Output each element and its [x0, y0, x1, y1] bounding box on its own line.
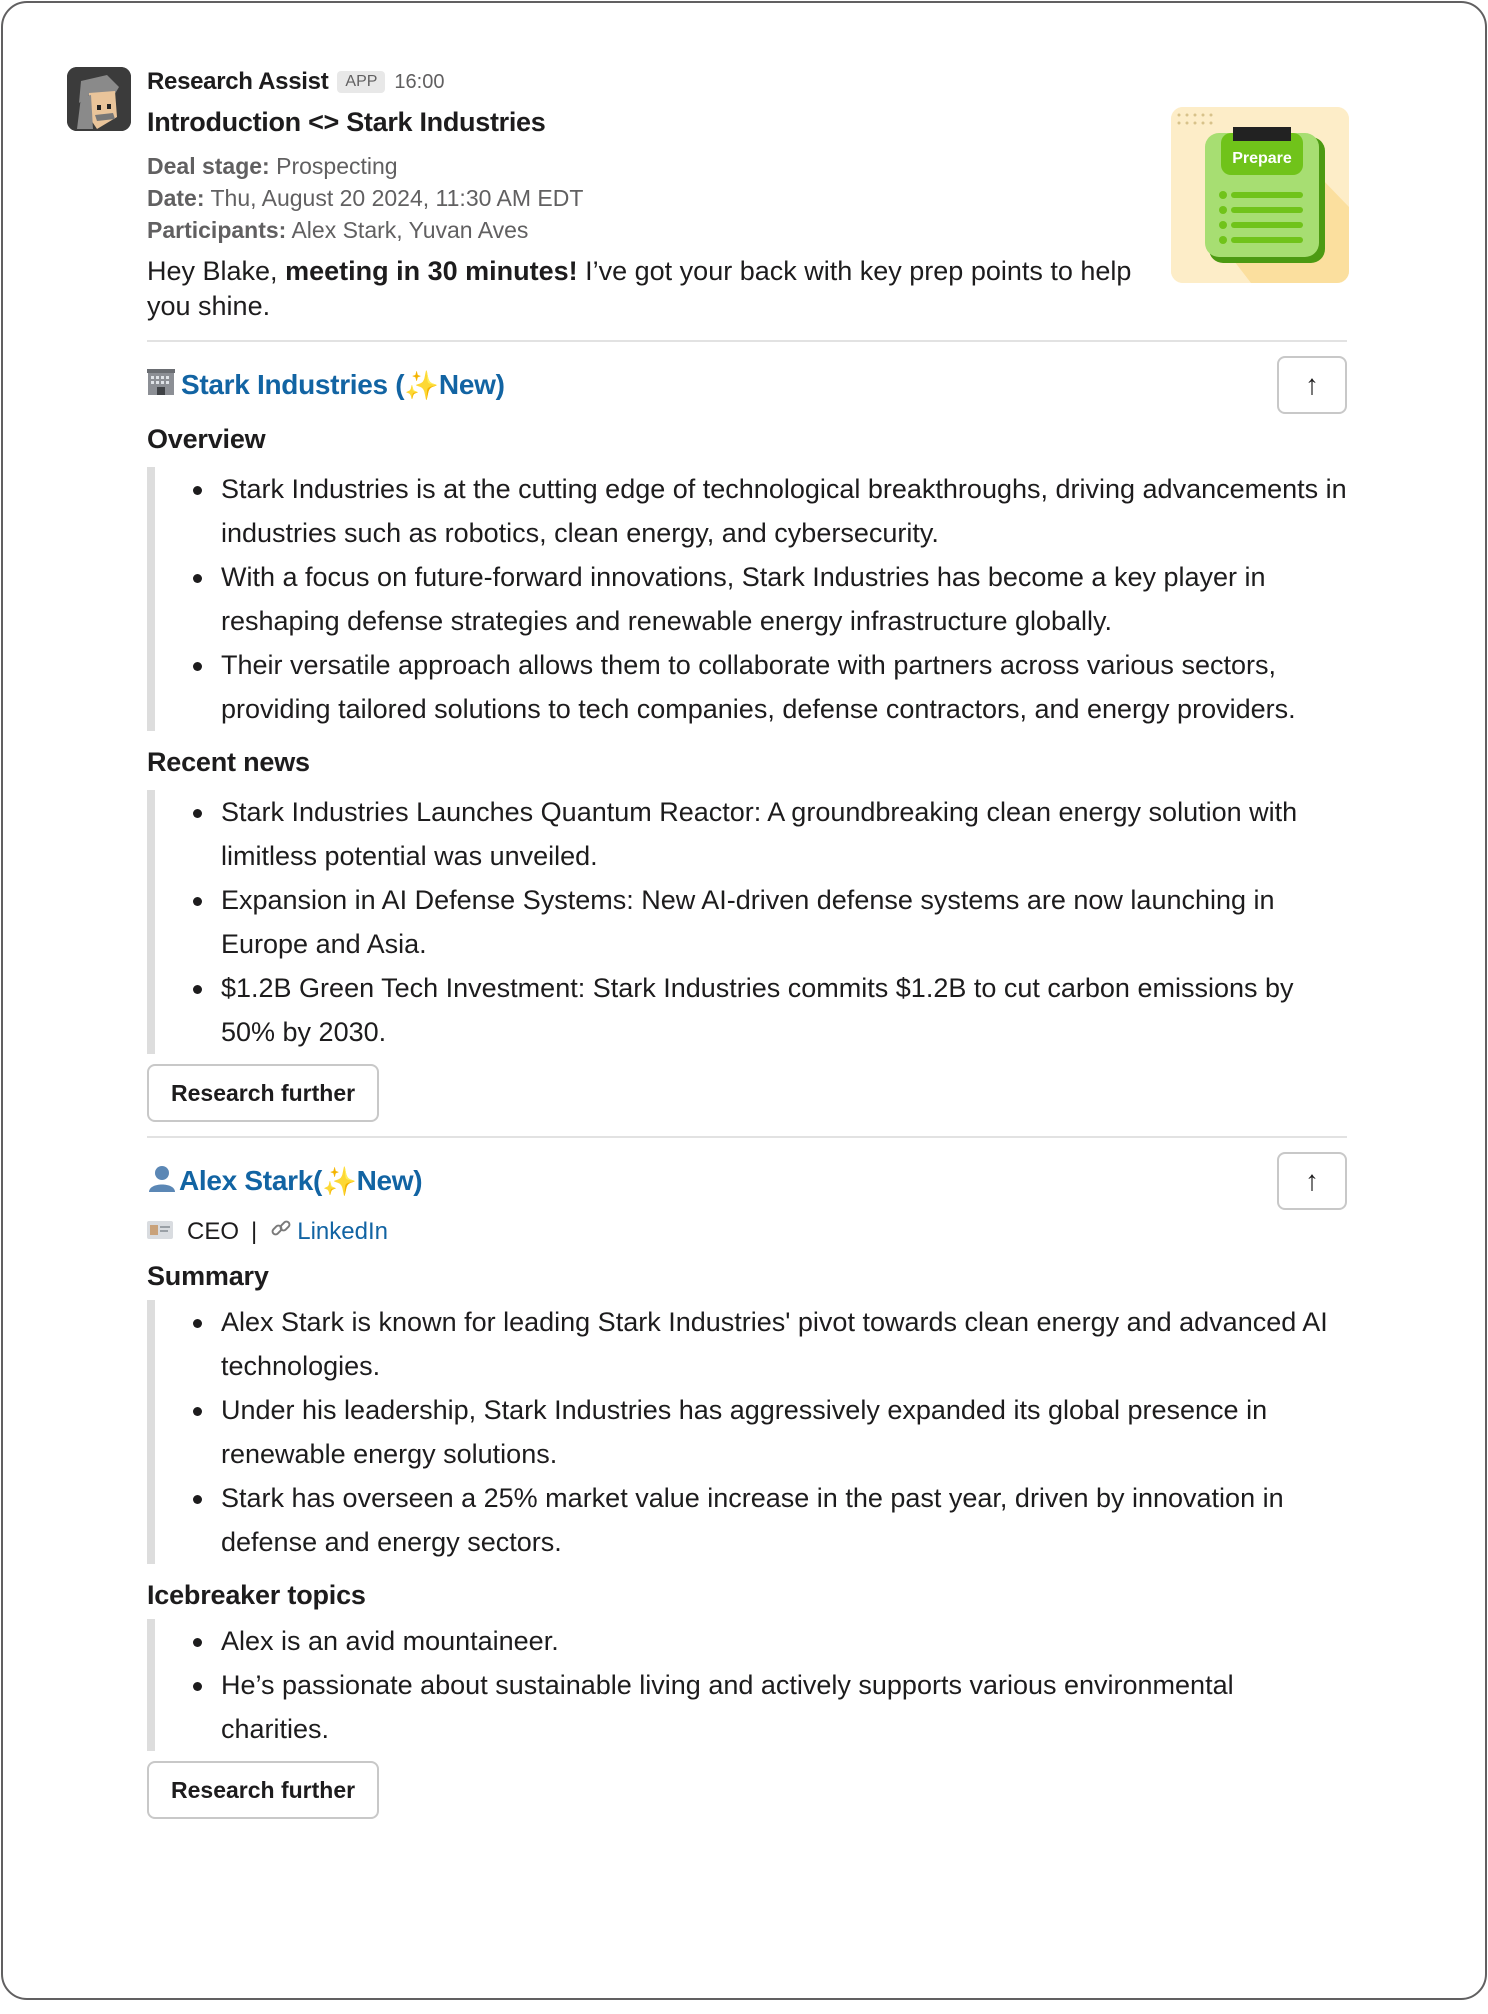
sparkles-icon: ✨ — [322, 1165, 357, 1197]
deal-stage — [147, 150, 1347, 182]
meeting-date — [147, 182, 1347, 214]
bot-avatar[interactable] — [67, 67, 131, 131]
participants-value: Alex Stark, Yuvan Aves — [286, 217, 529, 243]
research-further-button[interactable]: Research further — [147, 1064, 379, 1122]
meeting-meta — [147, 150, 1347, 246]
greeting-prefix: Hey Blake, — [147, 256, 286, 286]
sender-name[interactable]: Research Assist — [147, 68, 329, 95]
summary-list — [187, 1300, 1347, 1564]
sparkles-icon: ✨ — [404, 369, 439, 401]
id-card-icon — [147, 1218, 173, 1246]
greeting-text — [147, 254, 1147, 324]
message-content — [147, 67, 1347, 1819]
app-badge: APP — [337, 71, 385, 93]
summary-quote — [147, 1300, 1347, 1564]
person-role: CEO — [187, 1217, 240, 1245]
icebreaker-list — [187, 1619, 1347, 1751]
linkedin-link[interactable]: LinkedIn — [297, 1217, 388, 1245]
scroll-up-button[interactable] — [1277, 1152, 1347, 1210]
greeting-emphasis: meeting in 30 minutes! — [285, 256, 578, 286]
icebreaker-quote — [147, 1619, 1347, 1751]
news-quote — [147, 790, 1347, 1054]
summary-heading: Summary — [147, 1261, 269, 1291]
list-item: Stark has overseen a 25% market value increase in the past year, driven by innovation in defense and energy sectors. — [187, 1476, 1347, 1564]
list-item: He’s passionate about sustainable living and actively supports various environmental charities. — [187, 1663, 1347, 1751]
participants-label: Participants: — [147, 217, 287, 243]
list-item: Under his leadership, Stark Industries has aggressively expanded its global presence in renewable energy solutions. — [187, 1388, 1347, 1476]
arrow-up-icon: ↑ — [1305, 1165, 1319, 1196]
company-name: Stark Industries ( — [181, 369, 405, 400]
person-new-label: New) — [356, 1165, 423, 1196]
list-item: Their versatile approach allows them to collaborate with partners across various sectors, providing tailored solutions to tech companies, defense contractors, and energy providers. — [187, 643, 1347, 731]
recent-news-heading: Recent news — [147, 747, 310, 777]
list-item: Alex Stark is known for leading Stark Industries' pivot towards clean energy and advanced AI technologies. — [187, 1300, 1347, 1388]
message-card — [1, 1, 1487, 2000]
list-item: Stark Industries Launches Quantum Reactor: A groundbreaking clean energy solution with limitless potential was unveiled. — [187, 790, 1347, 878]
list-item: $1.2B Green Tech Investment: Stark Industries commits $1.2B to cut carbon emissions by 50% by 2030. — [187, 966, 1347, 1054]
overview-list — [187, 467, 1347, 731]
company-header — [147, 356, 1347, 414]
person-link[interactable] — [147, 1164, 422, 1199]
clipboard-icon — [1171, 107, 1349, 283]
overview-quote — [147, 467, 1347, 731]
list-item: With a focus on future-forward innovations, Stark Industries has become a key player in reshaping defense strategies and renewable energy infrastructure globally. — [187, 555, 1347, 643]
avatar-portrait-icon — [67, 67, 131, 131]
greeting-suffix: I’ve got your back with key prep points to help you shine. — [147, 256, 1132, 321]
company-link[interactable] — [147, 369, 505, 402]
news-list — [187, 790, 1347, 1054]
role-line — [147, 1216, 1347, 1247]
research-further-button[interactable]: Research further — [147, 1761, 379, 1819]
list-item: Alex is an avid mountaineer. — [187, 1619, 1347, 1663]
list-item: Stark Industries is at the cutting edge of technological breakthroughs, driving advancements in industries such as robotics, clean energy, and cybersecurity. — [187, 467, 1347, 555]
scroll-up-button[interactable] — [1277, 356, 1347, 414]
deal-stage-value: Prospecting — [269, 153, 398, 179]
meeting-title: Introduction <> Stark Industries — [147, 107, 546, 137]
section-divider — [147, 340, 1347, 342]
prepare-thumbnail[interactable] — [1171, 107, 1349, 283]
person-silhouette-icon — [147, 1164, 177, 1199]
arrow-up-icon: ↑ — [1305, 369, 1319, 400]
icebreaker-heading: Icebreaker topics — [147, 1580, 366, 1610]
section-divider — [147, 1136, 1347, 1138]
message-header — [147, 67, 1347, 97]
link-icon — [269, 1216, 293, 1247]
person-name: Alex Stark( — [179, 1165, 322, 1196]
date-label: Date: — [147, 185, 205, 211]
company-new-label: New) — [438, 369, 505, 400]
participants — [147, 214, 1347, 246]
separator: | — [251, 1217, 258, 1245]
person-header — [147, 1152, 1347, 1210]
message-timestamp[interactable]: 16:00 — [394, 70, 445, 93]
deal-stage-label: Deal stage: — [147, 153, 270, 179]
date-value: Thu, August 20 2024, 11:30 AM EDT — [204, 185, 584, 211]
list-item: Expansion in AI Defense Systems: New AI-driven defense systems are now launching in Europe and Asia. — [187, 878, 1347, 966]
office-building-icon — [147, 369, 175, 402]
overview-heading: Overview — [147, 424, 266, 454]
thumbnail-label: Prepare — [1232, 150, 1292, 167]
